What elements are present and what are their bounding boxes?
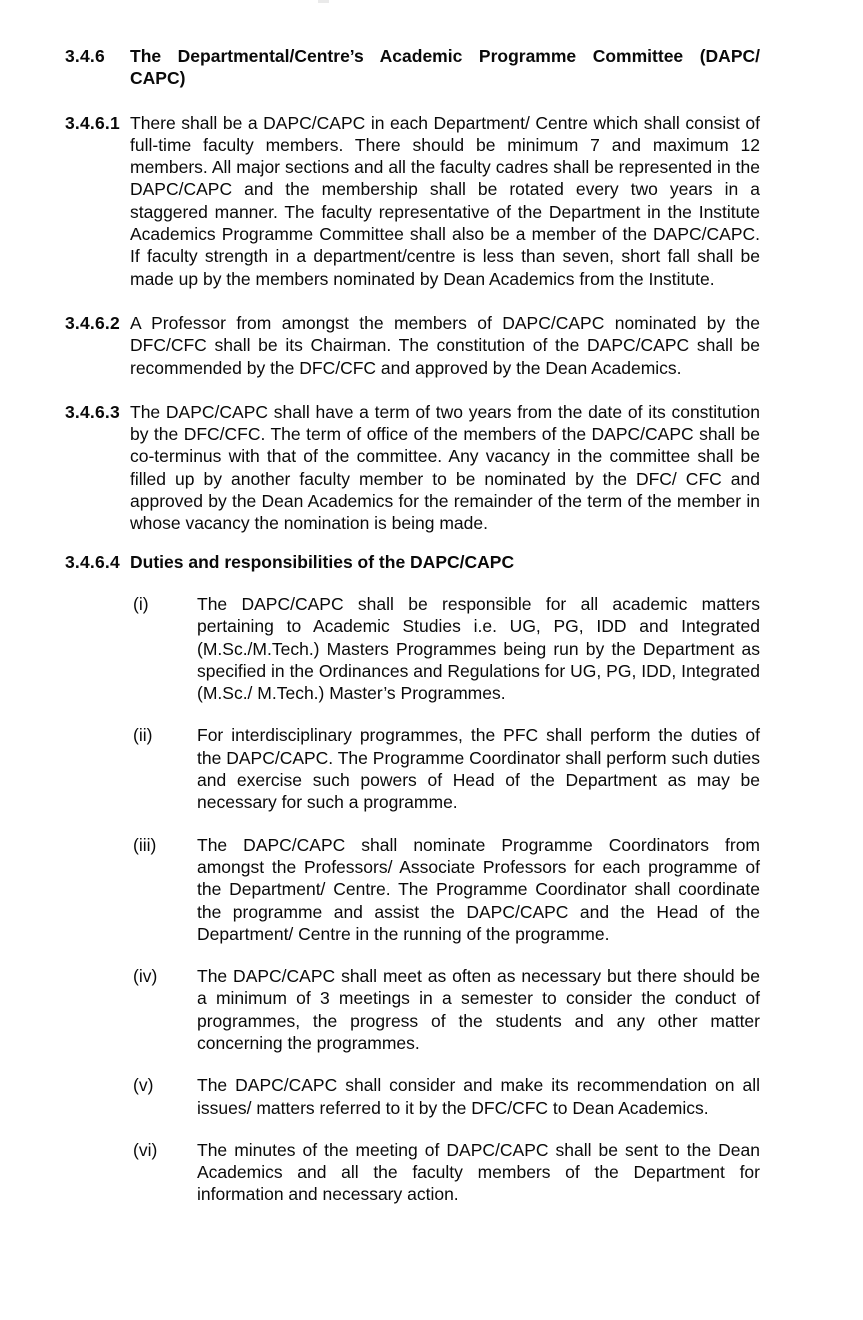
list-marker: (ii) [133,725,153,746]
section-3-4-6-4 [65,551,760,573]
section-body-text: There shall be a DAPC/CAPC in each Department/ Centre which shall consist of full-time faculty members. There should be minimum 7 and maximum 12 members. All major sections and all the faculty cadres shall be represented in the DAPC/CAPC and the membership shall be rotated every two years in a staggered manner. The faculty representative of the Department in the Institute Academics Programme Committee shall also be a member of the DAPC/CAPC. If faculty strength in a department/centre is less than seven, short fall shall be made up by the members nominated by Dean Academics from the Institute. [130,112,760,289]
list-item-text: For interdisciplinary programmes, the PFC shall perform the duties of the DAPC/CAPC. The Programme Coordinator shall perform such duties and exercise such powers of Head of the Department as may be necessary for such a programme. [197,725,760,813]
list-item-iv [133,965,760,1054]
section-number: 3.4.6.3 [65,401,120,422]
list-item-ii [133,724,760,813]
list-item-vi [133,1139,760,1206]
section-number: 3.4.6.4 [65,551,120,572]
list-marker: (i) [133,593,149,614]
section-number: 3.4.6 [65,46,105,66]
section-3-4-6-2 [65,312,760,379]
list-item-text: The DAPC/CAPC shall nominate Programme Coordinators from amongst the Professors/ Associate Professors for each programme of the Department/ Centre. The Programme Coordinator shall coordinate the programme and assist the DAPC/CAPC and the Head of the Department/ Centre in the running of the programme. [197,834,760,944]
section-body-text: The DAPC/CAPC shall have a term of two years from the date of its constitution by the DFC/CFC. The term of office of the members of the DAPC/CAPC shall be co-terminus with that of the committee. Any vacancy in the committee shall be filled up by another faculty member to be nominated by the DFC/ CFC and approved by the Dean Academics for the remainder of the term of the member in whose vacancy the nomination is being made. [130,401,760,534]
list-item-text: The DAPC/CAPC shall consider and make its recommendation on all issues/ matters referred to it by the DFC/CFC to Dean Academics. [197,1075,760,1118]
list-item-text: The DAPC/CAPC shall meet as often as necessary but there should be a minimum of 3 meetings in a semester to consider the conduct of programmes, the progress of the students and any other matter concerning the programmes. [197,966,760,1053]
list-item-text: The DAPC/CAPC shall be responsible for all academic matters pertaining to Academic Studies i.e. UG, PG, IDD and Integrated (M.Sc./M.Tech.) Masters Programmes being run by the Department as specified in the Ordinances and Regulations for UG, PG, IDD, Integrated (M.Sc./ M.Tech.) Master’s Programmes. [197,593,760,704]
list-item-i [133,593,760,704]
section-number: 3.4.6.2 [65,312,120,333]
list-item-v [133,1074,760,1119]
section-3-4-6-1 [65,112,760,290]
list-marker: (iii) [133,834,157,855]
section-3-4-6 [65,45,760,90]
section-body-text: A Professor from amongst the members of DAPC/CAPC nominated by the DFC/CFC shall be its Chairman. The constitution of the DAPC/CAPC shall be recommended by the DFC/CFC and approved by the Dean Academics. [130,312,760,378]
section-heading-text: The Departmental/Centre’s Academic Programme Committee (DAPC/ CAPC) [130,46,760,89]
list-item-iii [133,834,760,945]
list-marker: (v) [133,1075,154,1096]
list-marker: (vi) [133,1139,158,1160]
section-heading-text: Duties and responsibilities of the DAPC/CAPC [130,551,515,572]
section-number: 3.4.6.1 [65,112,120,133]
list-marker: (iv) [133,966,158,987]
list-item-text: The minutes of the meeting of DAPC/CAPC shall be sent to the Dean Academics and all the faculty members of the Department for information and necessary action. [197,1139,760,1205]
section-3-4-6-3 [65,401,760,535]
